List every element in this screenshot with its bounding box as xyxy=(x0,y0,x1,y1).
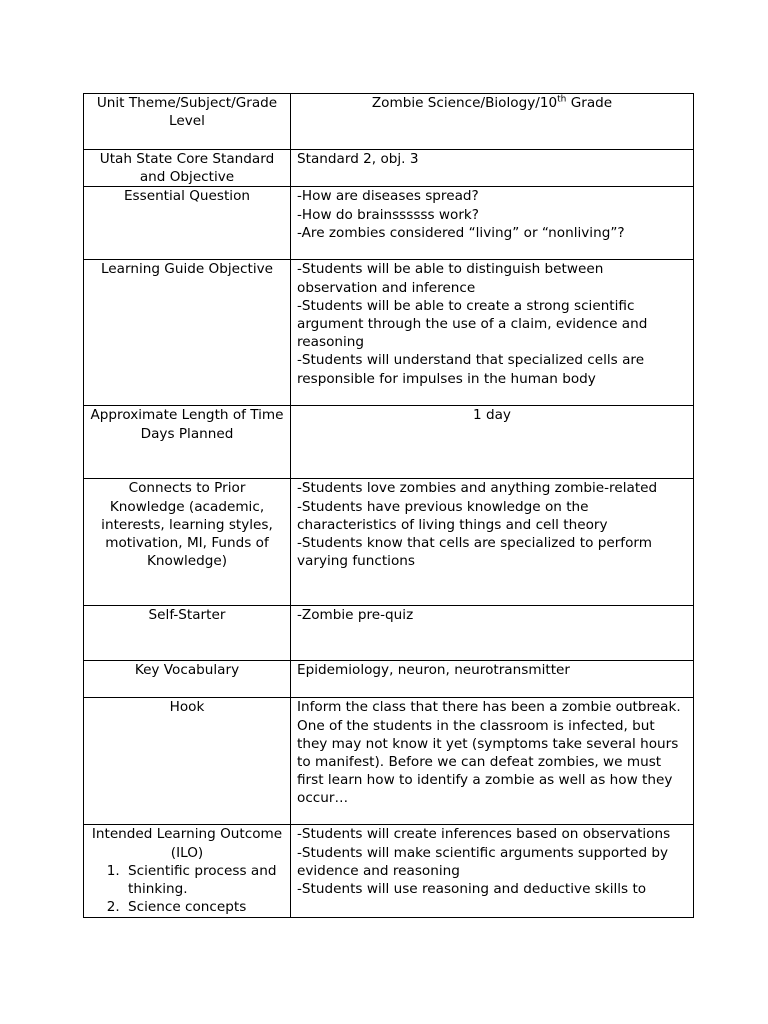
prior-line: -Students know that cells are specialized to perform varying functions xyxy=(297,535,652,570)
essential-line: -How are diseases spread? xyxy=(297,188,479,205)
prior-line: -Students love zombies and anything zombie-related xyxy=(297,480,658,497)
essential-line: -How do brainssssss work? xyxy=(297,206,480,223)
label-hook: Hook xyxy=(84,698,291,825)
value-unit xyxy=(291,94,694,150)
ilo-line: -Students will make scientific arguments supported by evidence and reasoning xyxy=(297,844,669,879)
row-length xyxy=(84,406,694,479)
row-essential-question xyxy=(84,187,694,260)
objective-line: -Students will understand that specialized cells are responsible for impulses in the human body xyxy=(297,352,645,387)
unit-grade: Grade xyxy=(566,95,613,111)
value-self-starter: -Zombie pre-quiz xyxy=(291,606,694,661)
lesson-plan-table xyxy=(83,93,694,918)
label-length xyxy=(84,406,291,479)
ilo-label: Intended Learning Outcome (ILO) xyxy=(91,826,283,861)
label-self-starter: Self-Starter xyxy=(84,606,291,661)
row-standard xyxy=(84,150,694,187)
label-prior-knowledge: Connects to Prior Knowledge (academic, interests, learning styles, motivation, MI, Funds of Knowledge) xyxy=(84,479,291,606)
label-key-vocabulary: Key Vocabulary xyxy=(84,661,291,698)
label-essential-question: Essential Question xyxy=(84,187,291,260)
prior-line: -Students have previous knowledge on the characteristics of living things and cell theory xyxy=(297,498,608,533)
length-label-line: Approximate Length of Time xyxy=(90,407,284,424)
days-planned-label: Days Planned xyxy=(140,425,234,442)
ilo-list-item: 1. Scientific process and thinking. xyxy=(124,862,284,898)
ilo-list-item: 2. Science concepts xyxy=(124,898,284,916)
label-ilo xyxy=(84,825,291,918)
row-key-vocabulary xyxy=(84,661,694,698)
unit-text: Zombie Science/Biology/10 xyxy=(371,95,558,111)
value-learning-objective xyxy=(291,260,694,406)
value-length: 1 day xyxy=(291,406,694,479)
row-learning-objective xyxy=(84,260,694,406)
label-standard: Utah State Core Standard and Objective xyxy=(84,150,291,187)
objective-line: -Students will be able to distinguish between observation and inference xyxy=(297,261,604,296)
row-self-starter xyxy=(84,606,694,661)
row-unit xyxy=(84,94,694,150)
row-ilo xyxy=(84,825,694,918)
objective-line: -Students will be able to create a strong scientific argument through the use of a claim, evidence and reasoning xyxy=(297,297,648,351)
ilo-list xyxy=(90,862,284,917)
ilo-line: -Students will use reasoning and deductive skills to xyxy=(297,881,647,898)
value-key-vocabulary: Epidemiology, neuron, neurotransmitter xyxy=(291,661,694,698)
value-prior-knowledge xyxy=(291,479,694,606)
ilo-line: -Students will create inferences based on observations xyxy=(297,826,671,843)
value-standard: Standard 2, obj. 3 xyxy=(291,150,694,187)
value-essential-question xyxy=(291,187,694,260)
label-learning-objective: Learning Guide Objective xyxy=(84,260,291,406)
label-unit: Unit Theme/Subject/Grade Level xyxy=(84,94,291,150)
essential-line: -Are zombies considered “living” or “nonliving”? xyxy=(297,224,625,241)
unit-superscript: th xyxy=(557,94,567,105)
value-hook: Inform the class that there has been a zombie outbreak. One of the students in the classroom is infected, but they may not know it yet (symptoms take several hours to manifest). Before we can defeat zombies, we must first learn how to identify a zombie as well as how they occur… xyxy=(291,698,694,825)
row-hook xyxy=(84,698,694,825)
value-ilo xyxy=(291,825,694,918)
row-prior-knowledge xyxy=(84,479,694,606)
